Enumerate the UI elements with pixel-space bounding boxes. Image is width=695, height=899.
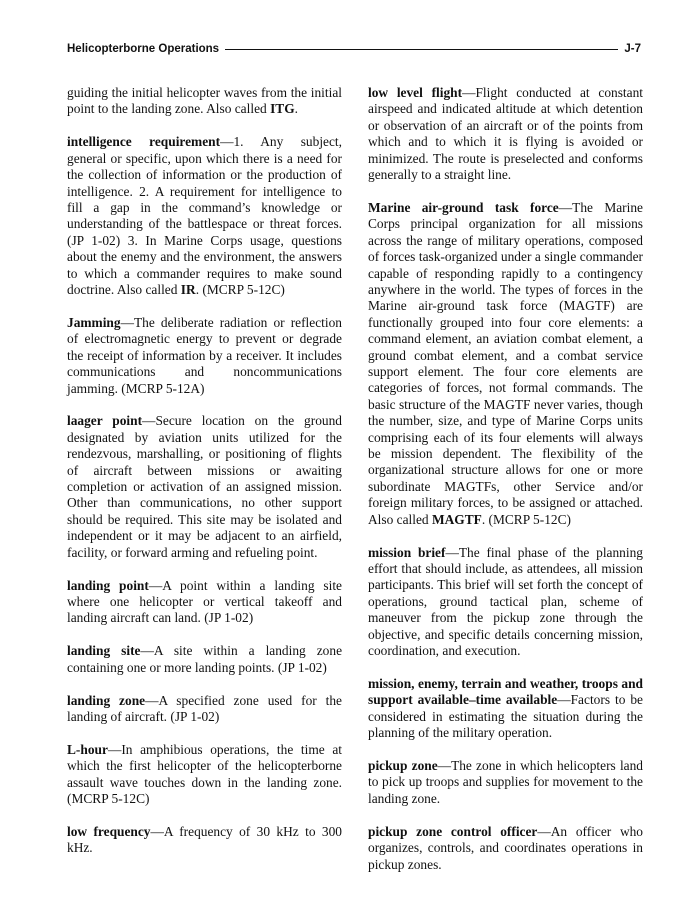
glossary-entry xyxy=(67,578,342,627)
glossary-entry xyxy=(67,693,342,726)
entry-text: —The final phase of the planning effort that should include, as attendees, all mission participants. This brief will set forth the concept of operations, ground tactical plan, scheme of maneuver from the pickup zone through the objective, and specific details concerning mission, coordination, and execution. xyxy=(368,544,643,658)
entry-term: pickup zone control officer xyxy=(368,823,538,839)
header-rule xyxy=(225,49,618,50)
entry-text: —The deliberate radiation or reflection of electromagnetic energy to prevent or degrade the receipt of information by a receiver. It includes communications and noncommunications jamming. (MCRP 5-12A) xyxy=(67,314,342,396)
entry-text: —A point within a landing site where one helicopter or vertical takeoff and landing aircraft can land. (JP 1-02) xyxy=(67,577,342,626)
glossary-entry xyxy=(67,643,342,676)
entry-abbreviation: MAGTF xyxy=(431,511,482,527)
entry-text: —A specified zone used for the landing of aircraft. (JP 1-02) xyxy=(67,692,342,724)
right-column xyxy=(368,85,643,889)
left-column xyxy=(67,85,342,873)
entry-text: —In amphibious operations, the time at which the first helicopter of the helicopterborne assault wave touches down in the landing zone. (MCRP 5-12C) xyxy=(67,741,342,807)
glossary-entry xyxy=(368,824,643,873)
glossary-entry xyxy=(67,315,342,397)
entry-term: laager point xyxy=(67,413,143,429)
entry-term: L-hour xyxy=(67,741,108,757)
glossary-entry xyxy=(67,85,342,118)
entry-text: guiding the initial helicopter waves from the initial point to the landing zone. Also called xyxy=(67,85,342,117)
entry-abbreviation: ITG xyxy=(270,101,295,117)
entry-tail: . (MCRP 5-12C) xyxy=(481,511,571,527)
entry-text: —Factors to be considered in estimating the situation during the planning of the military operation. xyxy=(368,692,643,741)
entry-text: —An officer who organizes, controls, and coordinates operations in pickup zones. xyxy=(368,823,644,872)
page-header xyxy=(67,41,641,57)
entry-text: —Flight conducted at constant airspeed and indicated altitude at which detention or observation of an aircraft or of the points from which and to which it is flying is avoided or minimized. The route is preselected and conforms generally to a straight line. xyxy=(368,85,644,183)
glossary-entry xyxy=(368,545,643,660)
entry-term: Marine air-ground task force xyxy=(368,199,559,215)
entry-term: mission, enemy, terrain and weather, troops and support available–time available xyxy=(368,675,643,708)
entry-term: pickup zone xyxy=(368,758,438,774)
glossary-entry xyxy=(368,676,643,742)
glossary-entry xyxy=(67,742,342,808)
entry-term: landing point xyxy=(67,577,149,593)
entry-tail: . (MCRP 5-12C) xyxy=(195,281,285,297)
glossary-entry xyxy=(368,200,643,528)
glossary-entry xyxy=(67,824,342,857)
entry-abbreviation: IR xyxy=(180,281,196,297)
page-number: J-7 xyxy=(624,43,641,55)
glossary-entry xyxy=(368,85,643,183)
entry-tail: . xyxy=(294,101,298,117)
entry-term: landing site xyxy=(67,643,141,659)
entry-term: mission brief xyxy=(368,544,446,560)
glossary-entry xyxy=(67,413,342,561)
glossary-entry xyxy=(67,134,342,298)
glossary-entry xyxy=(368,758,643,807)
entry-text: —A frequency of 30 kHz to 300 kHz. xyxy=(67,824,342,856)
entry-text: —A site within a landing zone containing one or more landing points. (JP 1-02) xyxy=(67,643,343,675)
entry-term: landing zone xyxy=(67,692,146,708)
entry-text: —1. Any subject, general or specific, upon which there is a need for the collection of information or the production of intelligence. 2. A requirement for intelligence to fill a gap in the command’s knowledge or understanding of the battlespace or threat forces. (JP 1-02) 3. In Marine Corps usage, questions about the enemy and the environment, the answers to which a commander requires to make sound doctrine. Also called xyxy=(67,134,342,297)
entry-text: —The zone in which helicopters land to pick up troops and supplies for movement to the landing zone. xyxy=(368,758,643,806)
entry-term: intelligence requirement xyxy=(67,134,221,150)
entry-term: low level flight xyxy=(368,85,463,100)
entry-term: Jamming xyxy=(67,314,121,330)
entry-text: —The Marine Corps principal organization for all missions across the range of military operations, composed of forces task-organized under a single commander capable of responding rapidly to a contingency anywhere in the world. The types of forces in the Marine air-ground task force (MAGTF) are functionally grouped into four core elements: a command element, an aviation combat element, a ground combat element, and a combat service support element. The four core elements are categories of forces, not formal commands. The basic structure of the MAGTF never varies, though the number, size, and type of Marine Corps units comprising each of its four elements will always be mission dependent. The flexibility of the organizational structure allows for one or more subordinate MAGTFs, other Service and/or foreign military forces, to be assigned or attached. Also called xyxy=(368,199,643,527)
entry-term: low frequency xyxy=(67,824,151,840)
header-title: Helicopterborne Operations xyxy=(67,43,220,55)
entry-text: —Secure location on the ground designated by aviation units utilized for the rendezvous, marshalling, or positioning of flights of aircraft between missions or awaiting completion or activation of an assigned mission. Other than communications, no other support should be required. This site may be isolated and independent or it may be adjacent to an airfield, facility, or forward arming and refueling point. xyxy=(67,413,342,560)
